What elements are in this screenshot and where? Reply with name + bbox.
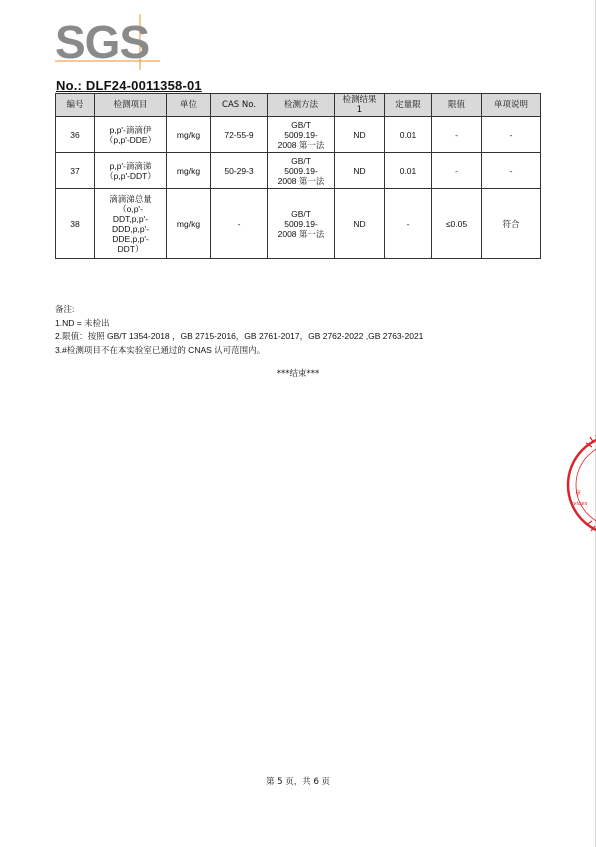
cell-item: p,p'-滴滴涕 （p,p'-DDT） [95, 153, 167, 189]
cell-remark: 符合 [482, 189, 541, 259]
table-row [56, 117, 541, 153]
col-header-no: 编号 [56, 94, 95, 117]
cell-cas: 50-29-3 [211, 153, 268, 189]
col-header-cas: CAS No. [211, 94, 268, 117]
cell-method: GB/T 5009.19- 2008 第一法 [268, 189, 335, 259]
document-number [56, 78, 202, 93]
cell-remark: - [482, 153, 541, 189]
notes-section [55, 303, 423, 357]
col-header-loq: 定量限 [385, 94, 432, 117]
svg-text:SGS: SGS [55, 16, 150, 68]
cell-cas: 72-55-9 [211, 117, 268, 153]
cell-no: 36 [56, 117, 95, 153]
table-row [56, 189, 541, 259]
cell-limit: ≤0.05 [432, 189, 482, 259]
note-line: 3.#检测项目不在本实验室已通过的 CNAS 认可范围内。 [55, 344, 266, 355]
note-line: 2.限值：按照 GB/T 1354-2018 ，GB 2715-2016，GB 2761-2017，GB 2762-2022 ,GB 2763-2021 [55, 331, 424, 341]
cell-unit: mg/kg [167, 153, 211, 189]
document-number-label: No.: [56, 78, 83, 93]
col-header-method: 检测方法 [268, 94, 335, 117]
table-row [56, 153, 541, 189]
end-marker: ***结束*** [276, 369, 320, 379]
results-table [55, 93, 541, 259]
col-header-item: 检测项目 [95, 94, 167, 117]
cell-item: p,p'-滴滴伊 （p,p'-DDE） [95, 117, 167, 153]
document-number-value: DLF24-0011358-01 [85, 78, 202, 93]
cell-item: 滴滴涕总量 （o,p'- DDT,p,p'- DDD,p,p'- DDE,p,p'- DDT） [95, 189, 167, 259]
cell-loq: 0.01 [385, 117, 432, 153]
sgs-logo [55, 14, 165, 70]
cell-limit: - [432, 153, 482, 189]
cell-result: ND [335, 189, 385, 259]
cell-result: ND [335, 153, 385, 189]
svg-text:rvices: rvices [571, 501, 588, 507]
col-header-result: 检测结果 1 [335, 94, 385, 117]
cell-remark: - [482, 117, 541, 153]
page-number: 第 5 页，共 6 页 [265, 777, 331, 787]
cell-cas: - [211, 189, 268, 259]
note-line: 1.ND = 未检出 [55, 317, 110, 328]
table-header-row [56, 94, 541, 117]
svg-text:章: 章 [575, 490, 582, 497]
cell-method: GB/T 5009.19- 2008 第一法 [268, 117, 335, 153]
notes-title: 备注: [55, 304, 75, 314]
cell-no: 37 [56, 153, 95, 189]
cell-loq: - [385, 189, 432, 259]
col-header-limit: 限值 [432, 94, 482, 117]
cell-no: 38 [56, 189, 95, 259]
cell-loq: 0.01 [385, 153, 432, 189]
col-header-unit: 单位 [167, 94, 211, 117]
cell-method: GB/T 5009.19- 2008 第一法 [268, 153, 335, 189]
cell-limit: - [432, 117, 482, 153]
col-header-remark: 单项说明 [482, 94, 541, 117]
cell-unit: mg/kg [167, 117, 211, 153]
cell-unit: mg/kg [167, 189, 211, 259]
company-seal-stamp [566, 425, 596, 545]
cell-result: ND [335, 117, 385, 153]
